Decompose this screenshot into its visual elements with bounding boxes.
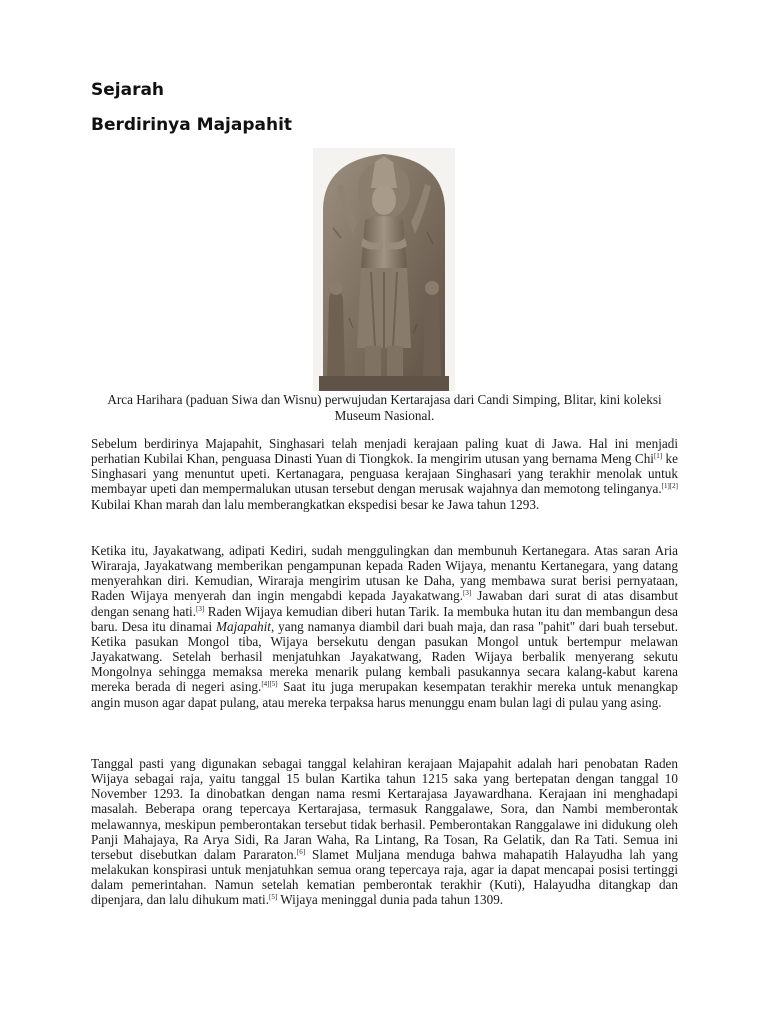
paragraph-text: Raden Wijaya kemudian diberi hutan Tarik. Ia membuka hutan itu dan membangun desa baru. Desa itu dinamai	[91, 603, 678, 634]
paragraph-text: Slamet Muljana menduga bahwa mahapatih Halayudha lah yang melakukan konspirasi untuk menjatuhkan semua orang tepercaya raja, agar ia dapat mencapai posisi tertinggi dalam pemerintahan. Namun setelah kematian pemberontak terakhir (Kuti), Halayudha ditangkap dan dipenjara, dan lalu dihukum mati.	[91, 846, 679, 908]
emphasis-text: Majapahit	[216, 618, 271, 634]
citation-link[interactable]: [1][2]	[661, 482, 678, 491]
citation-link[interactable]: [6]	[296, 847, 306, 856]
citation-link[interactable]: [4][5]	[261, 680, 278, 689]
paragraph	[91, 756, 678, 908]
paragraph-text: Tanggal pasti yang digunakan sebagai tanggal kelahiran kerajaan Majapahit adalah hari penobatan Raden Wijaya sebagai raja, yaitu tanggal 15 bulan Kartika tahun 1215 saka yang bertepatan dengan tanggal 10 November 1293. Ia dinobatkan dengan nama resmi Kertarajasa Jayawardhana. Kerajaan ini menghadapi masalah. Beberapa orang tepercaya Kertarajasa, termasuk Ranggalawe, Sora, dan Nambi memberontak melawannya, meskipun pemberontakan tersebut tidak berhasil. Pemberontakan Ranggalawe ini didukung oleh Panji Mahajaya, Ra Arya Sidi, Ra Jaran Waha, Ra Lintang, Ra Tosan, Ra Gelatik, dan Ra Tati. Semua ini tersebut disebutkan dalam Pararaton.	[91, 756, 678, 862]
paragraph	[91, 543, 678, 710]
paragraph-text: Kubilai Khan marah dan lalu memberangkatkan ekspedisi besar ke Jawa tahun 1293.	[91, 496, 540, 512]
citation-link[interactable]: [5]	[269, 893, 278, 902]
citation-link[interactable]: [3]	[196, 604, 205, 613]
subsection-heading: Berdirinya Majapahit	[91, 115, 293, 135]
paragraph-text: Jawaban dari surat di atas disambut dengan senang hati.	[91, 588, 679, 619]
paragraph-text: ke Singhasari yang menuntut upeti. Kertanagara, penguasa kerajaan Singhasari yang terakhir menolak untuk membayar upeti dan mempermalukan utusan tersebut dengan merusak wajahnya dan memotong telinganya.	[91, 451, 679, 497]
section-heading: Sejarah	[91, 80, 165, 100]
statue-photo-icon	[313, 148, 455, 391]
paragraph-text: Wijaya meninggal dunia pada tahun 1309.	[277, 892, 504, 908]
citation-link[interactable]: [1]	[653, 452, 663, 461]
figure-caption: Arca Harihara (paduan Siwa dan Wisnu) perwujudan Kertarajasa dari Candi Simping, Blitar, kini koleksi Museum Nasional.	[107, 392, 662, 423]
citation-link[interactable]: [3]	[463, 589, 472, 598]
paragraph-text: Ketika itu, Jayakatwang, adipati Kediri, sudah menggulingkan dan membunuh Kertanegara. Atas saran Aria Wiraraja, Jayakatwang memberikan pengampunan kepada Raden Wijaya, menantu Kertanegara, yang datang menyerahkan diri. Kemudian, Wiraraja mengirim utusan ke Daha, yang membawa surat berisi pernyataan, Raden Wijaya menyerah dan ingin mengabdi kepada Jayakatwang.	[91, 543, 678, 604]
paragraph	[91, 436, 678, 512]
paragraph-text: , yang namanya diambil dari buah maja, dan rasa "pahit" dari buah tersebut. Ketika pasukan Mongol tiba, Wijaya bersekutu dengan pasukan Mongol untuk bertempur melawan Jayakatwang. Setelah berhasil menjatuhkan Jayakatwang, Raden Wijaya berbalik menyerang sekutu Mongolnya sehingga memaksa mereka menarik pulang kembali pasukannya secara kalang-kabut karena mereka berada di negeri asing.	[91, 618, 678, 695]
paragraph-text: Sebelum berdirinya Majapahit, Singhasari telah menjadi kerajaan paling kuat di Jawa. Hal ini menjadi perhatian Kubilai Khan, penguasa Dinasti Yuan di Tiongkok. Ia mengirim utusan yang bernama Meng Chi	[91, 436, 678, 467]
paragraph-text: Saat itu juga merupakan kesempatan terakhir mereka untuk menangkap angin muson agar dapat pulang, atau mereka terpaksa harus menunggu enam bulan lagi di pulau yang asing.	[91, 679, 678, 710]
